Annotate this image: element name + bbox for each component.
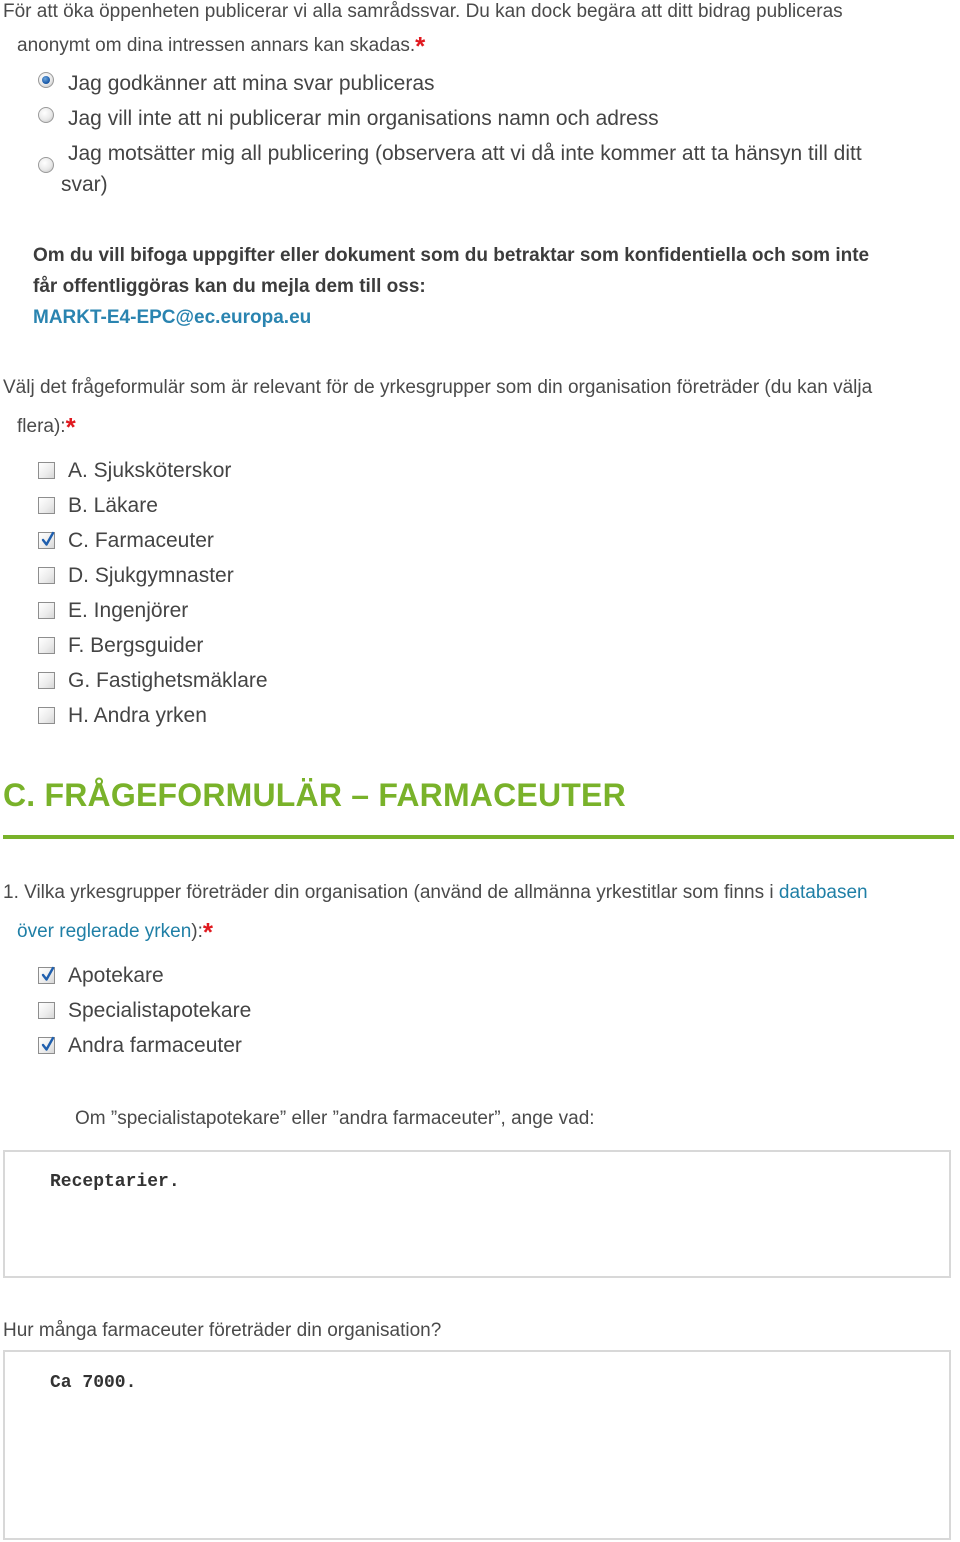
confidential-notice [33, 240, 958, 333]
radio-no-publication[interactable] [38, 157, 54, 173]
checkmark-icon [40, 966, 56, 984]
radio-publish-all[interactable] [38, 72, 54, 88]
questionnaire-checkbox-1[interactable] [38, 462, 55, 479]
required-asterisk: * [202, 917, 213, 947]
profession-checkbox-3[interactable] [38, 1037, 55, 1054]
profession-label-1: Apotekare [68, 964, 164, 987]
required-asterisk: * [415, 31, 426, 61]
count-question-label: Hur många farmaceuter företräder din organisation? [3, 1320, 442, 1341]
radio-label-anonymous: Jag vill inte att ni publicerar min organisations namn och adress [68, 107, 659, 130]
count-textarea[interactable] [3, 1350, 951, 1540]
questionnaire-label-6: F. Bergsguider [68, 634, 204, 657]
regulated-professions-database-link[interactable]: databasen [778, 882, 868, 903]
profession-label-3: Andra farmaceuter [68, 1034, 242, 1057]
radio-anonymous[interactable] [38, 107, 54, 123]
questionnaire-checkbox-3[interactable] [38, 532, 55, 549]
questionnaire-checkbox-2[interactable] [38, 497, 55, 514]
intro-line-2: anonymt om dina intressen annars kan skadas.* [17, 31, 426, 61]
question-1-line-1: 1. Vilka yrkesgrupper företräder din organisation (använd de allmänna yrkestitlar som finns i databasen [3, 882, 868, 903]
section-divider [3, 835, 954, 839]
questionnaire-label-8: H. Andra yrken [68, 704, 207, 727]
checkmark-icon [40, 531, 56, 549]
questionnaire-prompt [3, 373, 953, 442]
intro-text [3, 0, 953, 61]
confidential-line-1: Om du vill bifoga uppgifter eller dokument som du betraktar som konfidentiella och som inte [33, 245, 870, 266]
regulated-professions-link-cont[interactable]: över reglerade yrken [17, 921, 192, 942]
questionnaire-label-2: B. Läkare [68, 494, 158, 517]
questionnaire-label-7: G. Fastighetsmäklare [68, 669, 268, 692]
checkmark-icon [40, 1036, 56, 1054]
questionnaire-label-1: A. Sjuksköterskor [68, 459, 232, 482]
questionnaire-checkbox-5[interactable] [38, 602, 55, 619]
confidential-line-2: får offentliggöras kan du mejla dem till oss: [33, 276, 426, 297]
required-asterisk: * [65, 412, 76, 442]
questionnaire-prompt-line-2: flera):* [17, 412, 76, 442]
specify-value: Receptarier. [50, 1172, 180, 1192]
questionnaire-prompt-line-1: Välj det frågeformulär som är relevant för de yrkesgrupper som din organisation företräder (du kan välja [3, 377, 873, 398]
radio-label-no-publication: Jag motsätter mig all publicering (observera att vi då inte kommer att ta hänsyn till ditt [68, 142, 862, 165]
specify-textarea[interactable] [3, 1150, 951, 1278]
profession-checkbox-1[interactable] [38, 967, 55, 984]
profession-checkbox-2[interactable] [38, 1002, 55, 1019]
questionnaire-label-5: E. Ingenjörer [68, 599, 189, 622]
question-1 [3, 878, 953, 947]
questionnaire-label-4: D. Sjukgymnaster [68, 564, 234, 587]
section-title: C. FRÅGEFORMULÄR – FARMACEUTER [3, 777, 626, 813]
questionnaire-checkbox-6[interactable] [38, 637, 55, 654]
radio-label-publish-all: Jag godkänner att mina svar publiceras [68, 72, 435, 95]
count-value: Ca 7000. [50, 1373, 137, 1393]
contact-email-link[interactable]: MARKT-E4-EPC@ec.europa.eu [33, 307, 312, 328]
specify-label: Om ”specialistapotekare” eller ”andra farmaceuter”, ange vad: [75, 1108, 595, 1129]
intro-line-1: För att öka öppenheten publicerar vi alla samrådssvar. Du kan dock begära att ditt bidrag publiceras [3, 1, 843, 22]
questionnaire-checkbox-8[interactable] [38, 707, 55, 724]
question-1-line-2: över reglerade yrken):* [17, 917, 213, 947]
radio-label-no-publication-cont: svar) [61, 173, 108, 196]
questionnaire-checkbox-7[interactable] [38, 672, 55, 689]
profession-label-2: Specialistapotekare [68, 999, 252, 1022]
questionnaire-label-3: C. Farmaceuter [68, 529, 214, 552]
questionnaire-checkbox-4[interactable] [38, 567, 55, 584]
